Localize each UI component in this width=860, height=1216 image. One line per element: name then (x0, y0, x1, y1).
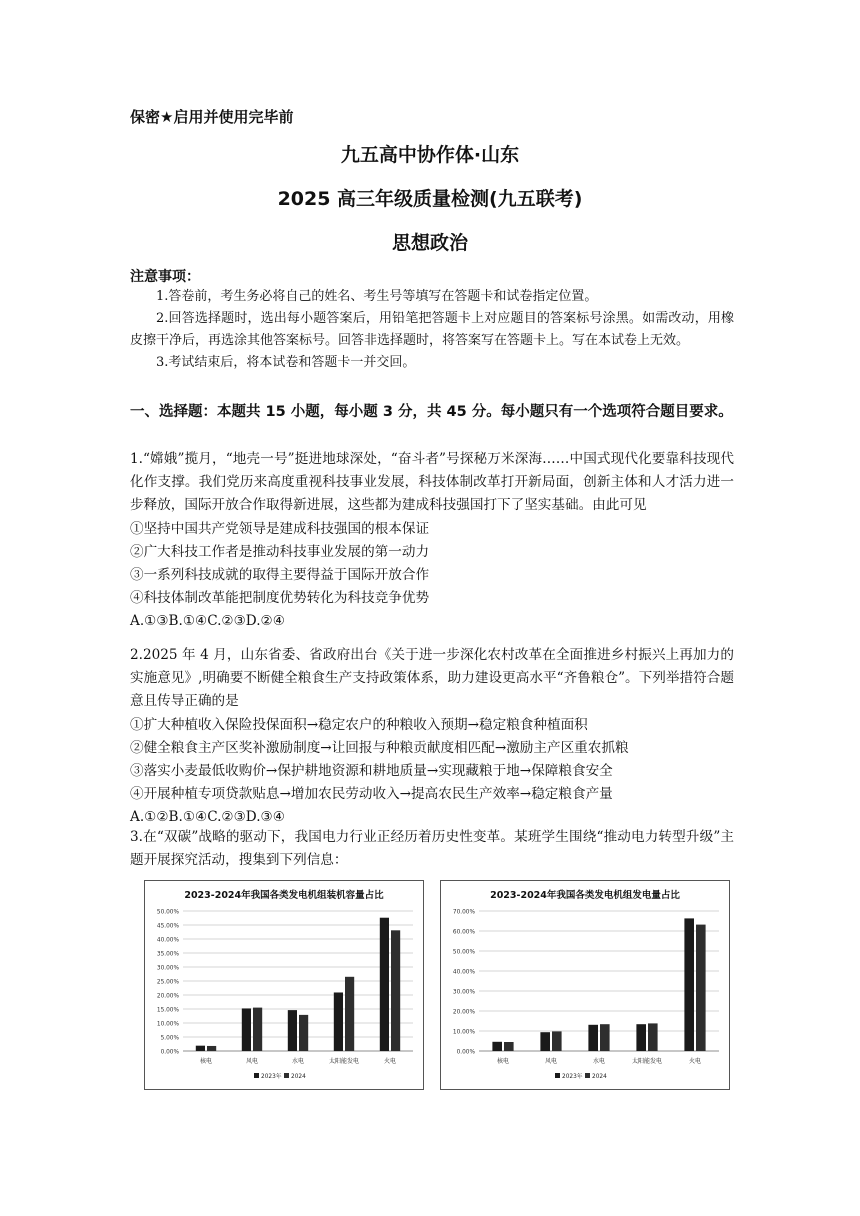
bar-核电-2023年 (492, 1042, 502, 1051)
question-1-option-1: ①坚持中国共产党领导是建成科技强国的根本保证 (130, 520, 430, 537)
y-tick-label: 30.00% (156, 965, 179, 972)
chart-title: 2023-2024年我国各类发电机组装机容量占比 (184, 890, 384, 901)
bar-风电-2024 (253, 1008, 262, 1051)
legend-swatch (555, 1073, 560, 1078)
y-tick-label: 60.00% (452, 929, 475, 936)
subject-title: 思想政治 (391, 232, 468, 254)
question-2-option-2: ②健全粮食主产区奖补激励制度→让回报与种粮贡献度相匹配→激励主产区重农抓粮 (130, 739, 629, 756)
chart-generation-share (440, 880, 730, 1090)
question-2-option-4: ④开展种植专项贷款贴息→增加农民劳动收入→提高农民生产效率→稳定粮食产量 (130, 786, 613, 803)
bar-水电-2024 (299, 1015, 308, 1051)
bar-核电-2024 (504, 1042, 514, 1051)
bar-风电-2023年 (540, 1032, 550, 1051)
legend-label: 2024 (592, 1074, 607, 1080)
bar-核电-2024 (207, 1046, 216, 1051)
y-tick-label: 35.00% (156, 951, 179, 958)
legend-swatch (254, 1073, 259, 1078)
x-tick-label: 核电 (496, 1058, 510, 1065)
notice-item-3: 3.考试结束后，将本试卷和答题卡一并交回。 (156, 355, 416, 370)
legend-swatch (585, 1073, 590, 1078)
organization-title: 九五高中协作体·山东 (340, 144, 520, 166)
y-tick-label: 40.00% (156, 937, 179, 944)
y-tick-label: 45.00% (156, 923, 179, 930)
x-tick-label: 水电 (291, 1058, 305, 1065)
x-tick-label: 风电 (544, 1058, 558, 1065)
y-tick-label: 20.00% (452, 1009, 475, 1016)
question-1 (130, 448, 734, 634)
chart-installed-capacity (144, 880, 424, 1090)
bar-水电-2024 (600, 1024, 610, 1051)
y-tick-label: 0.00% (160, 1049, 179, 1056)
bar-风电-2023年 (242, 1008, 251, 1051)
bar-火电-2024 (696, 925, 706, 1051)
y-tick-label: 10.00% (452, 1029, 475, 1036)
y-tick-label: 70.00% (452, 909, 475, 916)
x-tick-label: 火电 (383, 1058, 397, 1065)
chart-generation-share-svg (441, 881, 729, 1089)
chart-installed-capacity-svg (145, 881, 423, 1089)
y-tick-label: 40.00% (452, 969, 475, 976)
y-tick-label: 20.00% (156, 993, 179, 1000)
confidential-label: 保密★启用并使用完毕前 (130, 108, 294, 126)
chart-legend (254, 1072, 306, 1080)
legend-label: 2023年 (261, 1074, 282, 1080)
bar-太阳能发电-2023年 (334, 992, 343, 1051)
chart-legend (555, 1072, 607, 1080)
question-2-choices: A.①②B.①④C.②③D.③④ (130, 809, 285, 826)
y-tick-label: 30.00% (452, 989, 475, 996)
section-heading: 一、选择题：本题共 15 小题，每小题 3 分，共 45 分。每小题只有一个选项符合题目要求。 (130, 404, 733, 420)
legend-label: 2023年 (562, 1074, 583, 1080)
bar-火电-2023年 (684, 918, 694, 1051)
y-tick-label: 25.00% (156, 979, 179, 986)
question-3 (130, 826, 734, 872)
question-1-stem: 1.“嫦娥”揽月，“地壳一号”挺进地球深处，“奋斗者”号探秘万米深海……中国式现代化要靠科技现代化作支撑。我们党历来高度重视科技事业发展，科技体制改革打开新局面，创新主体和人才活力进一步释放，国际开放合作取得新进展，这些都为建成科技强国打下了坚实基础。由此可见 (130, 451, 734, 514)
question-2 (130, 644, 734, 830)
question-2-option-1: ①扩大种植收入保险投保面积→稳定农户的种粮收入预期→稳定粮食种植面积 (130, 716, 588, 733)
exam-title: 2025 高三年级质量检测(九五联考) (277, 188, 583, 210)
x-tick-label: 太阳能发电 (328, 1058, 360, 1065)
bar-火电-2024 (391, 930, 400, 1051)
question-2-stem: 2.2025 年 4 月，山东省委、省政府出台《关于进一步深化农村改革在全面推进乡村振兴上再加力的实施意见》,明确要不断健全粮食生产支持政策体系，助力建设更高水平“齐鲁粮仓”。下列举措符合题意且传导正确的是 (130, 647, 734, 710)
x-tick-label: 太阳能发电 (631, 1058, 663, 1065)
bar-太阳能发电-2024 (648, 1023, 658, 1051)
bar-风电-2024 (552, 1031, 562, 1051)
bar-水电-2023年 (288, 1010, 297, 1051)
bar-太阳能发电-2023年 (636, 1024, 646, 1051)
bar-太阳能发电-2024 (345, 977, 354, 1051)
bar-水电-2023年 (588, 1025, 598, 1051)
notice-item-2: 2.回答选择题时，选出每小题答案后，用铅笔把答题卡上对应题目的答案标号涂黑。如需改动，用橡皮擦干净后，再选涂其他答案标号。回答非选择题时，将答案写在答题卡上。写在本试卷上无效。 (130, 311, 734, 348)
question-2-option-3: ③落实小麦最低收购价→保护耕地资源和耕地质量→实现藏粮于地→保障粮食安全 (130, 763, 613, 780)
y-tick-label: 5.00% (160, 1035, 179, 1042)
y-tick-label: 15.00% (156, 1007, 179, 1014)
bar-核电-2023年 (196, 1046, 205, 1051)
legend-label: 2024 (291, 1074, 306, 1080)
y-tick-label: 0.00% (456, 1049, 475, 1056)
legend-swatch (284, 1073, 289, 1078)
notice-item-1: 1.答卷前，考生务必将自己的姓名、考生号等填写在答题卡和试卷指定位置。 (156, 289, 598, 304)
notice-heading: 注意事项： (130, 269, 200, 285)
chart-title: 2023-2024年我国各类发电机组发电量占比 (490, 890, 680, 901)
x-tick-label: 火电 (688, 1058, 702, 1065)
x-tick-label: 核电 (199, 1058, 213, 1065)
bar-火电-2023年 (380, 918, 389, 1051)
question-1-option-2: ②广大科技工作者是推动科技事业发展的第一动力 (130, 543, 430, 560)
question-1-option-4: ④科技体制改革能把制度优势转化为科技竞争优势 (130, 590, 430, 607)
question-1-option-3: ③一系列科技成就的取得主要得益于国际开放合作 (130, 567, 430, 584)
y-tick-label: 50.00% (156, 909, 179, 916)
x-tick-label: 风电 (245, 1058, 259, 1065)
x-tick-label: 水电 (592, 1058, 606, 1065)
notice-list (130, 286, 734, 374)
question-3-stem: 3.在“双碳”战略的驱动下，我国电力行业正经历着历史性变革。某班学生围绕“推动电力转型升级”主题开展探究活动，搜集到下列信息： (130, 829, 734, 869)
question-1-choices: A.①③B.①④C.②③D.②④ (130, 613, 285, 630)
y-tick-label: 50.00% (452, 949, 475, 956)
y-tick-label: 10.00% (156, 1021, 179, 1028)
